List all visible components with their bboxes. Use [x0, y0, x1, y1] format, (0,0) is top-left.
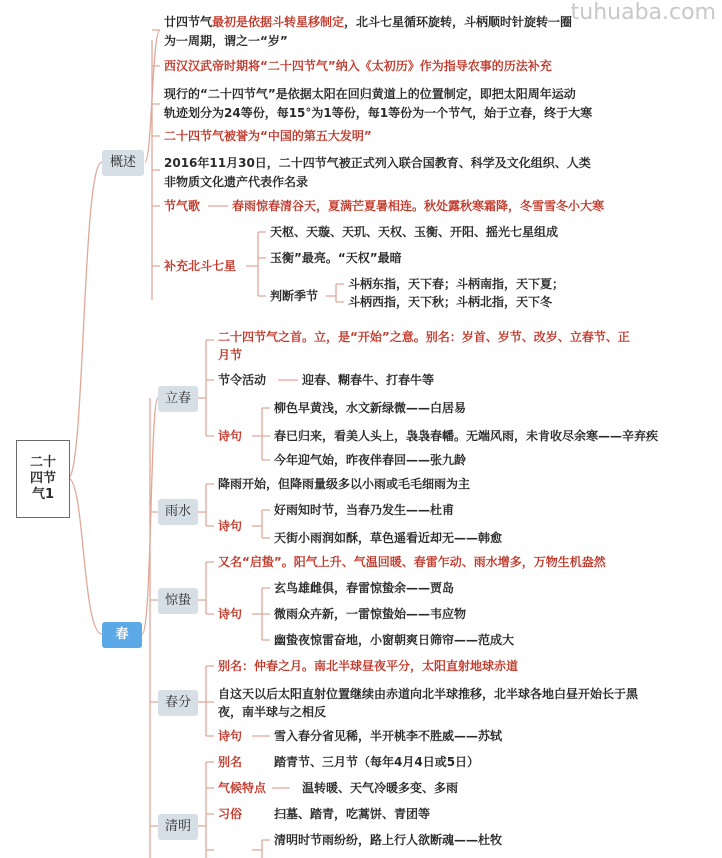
branch-spring[interactable]: 春	[102, 622, 142, 648]
overview-l1-highlight: 最初是依据斗转星移制定	[212, 15, 345, 29]
qingming-alias-label: 别名	[218, 755, 243, 769]
lichun-poem-label: 诗句	[218, 429, 243, 443]
branch-chunfen[interactable]: 春分	[158, 690, 198, 716]
lichun-desc-1: 二十四节气之首。立，是“开始”之意。别名：岁首、岁节、改岁、立春节、正	[218, 330, 630, 344]
jingzhe-poem-1: 玄鸟雄雌俱，春雷惊蛰余——贾岛	[274, 581, 455, 595]
overview-line-3a: 现行的“二十四节气”是依据太阳在回归黄道上的位置制定，即把太阳周年运动	[164, 87, 576, 101]
yushui-desc: 降雨开始，但降雨量级多以小雨或毛毛细雨为主	[218, 477, 471, 491]
chunfen-desc-2a: 自这天以后太阳直射位置继续由赤道向北半球推移，北半球各地白昼开始长于黑	[218, 687, 639, 701]
season-line-1: 斗柄东指，天下春；斗柄南指，天下夏；	[348, 277, 565, 291]
qingming-alias-text: 踏青节、三月节（每年4月4日或5日）	[274, 755, 480, 769]
yushui-poem-label: 诗句	[218, 519, 243, 533]
jingzhe-desc: 又名“启蛰”。阳气上升、气温回暖、春雷乍动、雨水增多，万物生机盎然	[218, 555, 606, 569]
lichun-poem-3: 今年迎气始，昨夜伴春回——张九龄	[274, 453, 467, 467]
root-node[interactable]	[16, 440, 70, 518]
dipper-stars: 天枢、天璇、天玑、天权、玉衡、开阳、摇光七星组成	[270, 225, 559, 239]
lichun-activity-text: 迎春、糊春牛、打春牛等	[302, 373, 435, 387]
chunfen-poem-1: 雪入春分省见稀，半开桃李不胜威——苏轼	[274, 729, 503, 743]
overview-line-1b: 为一周期，谓之一“岁”	[164, 34, 288, 48]
overview-l1-prefix: 廿四节气	[164, 15, 213, 29]
qingming-poem-1: 清明时节雨纷纷，路上行人欲断魂——杜牧	[274, 833, 503, 847]
jingzhe-poem-label: 诗句	[218, 607, 243, 621]
overview-l1-rest: ，北斗七星循环旋转，斗柄顺时针旋转一圈	[344, 15, 573, 29]
lichun-activity-label: 节令活动	[218, 373, 267, 387]
branch-yushui[interactable]: 雨水	[158, 499, 198, 525]
qingming-climate-text: 温转暖、天气冷暖多变、多雨	[302, 781, 459, 795]
lichun-poem-1: 柳色早黄浅，水文新绿微——白居易	[274, 401, 467, 415]
overview-line-2: 西汉汉武帝时期将“二十四节气”纳入《太初历》作为指导农事的历法补充	[164, 59, 552, 73]
qingming-custom-text: 扫墓、踏青，吃蒿饼、青团等	[274, 807, 431, 821]
song-text: 春雨惊春清谷天，夏满芒夏暑相连。秋处露秋寒霜降，冬雪雪冬小大寒	[232, 199, 605, 213]
branch-jingzhe[interactable]: 惊蛰	[158, 588, 198, 614]
yushui-poem-2: 天街小雨润如酥，草色遥看近却无——韩愈	[274, 531, 503, 545]
overview-line-1	[164, 14, 572, 30]
overview-line-5a: 2016年11月30日，二十四节气被正式列入联合国教育、科学及文化组织、人类	[164, 156, 591, 170]
root-label: 二十 四节 气1	[29, 455, 56, 502]
branch-qingming[interactable]: 清明	[158, 814, 198, 840]
branch-overview[interactable]: 概述	[102, 150, 144, 176]
dipper-label: 补充北斗七星	[164, 259, 237, 273]
overview-line-3b: 轨迹划分为24等份，每15°为1等份，每1等份为一个节气，始于立春，终于大寒	[164, 106, 593, 120]
jingzhe-poem-2: 微雨众卉新，一雷惊蛰始——韦应物	[274, 607, 467, 621]
chunfen-desc-1: 别名：仲春之月。南北半球昼夜平分，太阳直射地球赤道	[218, 659, 519, 673]
qingming-custom-label: 习俗	[218, 807, 243, 821]
yushui-poem-1: 好雨知时节，当春乃发生——杜甫	[274, 503, 455, 517]
branch-lichun[interactable]: 立春	[158, 386, 198, 412]
overview-line-4: 二十四节气被誉为“中国的第五大发明”	[164, 129, 372, 143]
song-label: 节气歌	[164, 199, 201, 213]
watermark: tuhuaba.com	[570, 0, 716, 25]
overview-line-5b: 非物质文化遗产代表作名录	[164, 175, 309, 189]
season-label: 判断季节	[270, 289, 319, 303]
lichun-poem-2: 春已归来，看美人头上，袅袅春幡。无端风雨，未肯收尽余寒——辛弃疾	[274, 429, 659, 443]
dipper-brightness: 玉衡”最亮。“天权”最暗	[270, 251, 402, 265]
season-line-2: 斗柄西指，天下秋；斗柄北指，天下冬	[348, 295, 553, 309]
lichun-desc-2: 月节	[218, 348, 243, 362]
qingming-climate-label: 气候特点	[218, 781, 267, 795]
chunfen-poem-label: 诗句	[218, 729, 243, 743]
chunfen-desc-2b: 夜，南半球与之相反	[218, 705, 327, 719]
jingzhe-poem-3: 幽蛰夜惊雷奋地，小窗朝爽日筛帘——范成大	[274, 633, 515, 647]
